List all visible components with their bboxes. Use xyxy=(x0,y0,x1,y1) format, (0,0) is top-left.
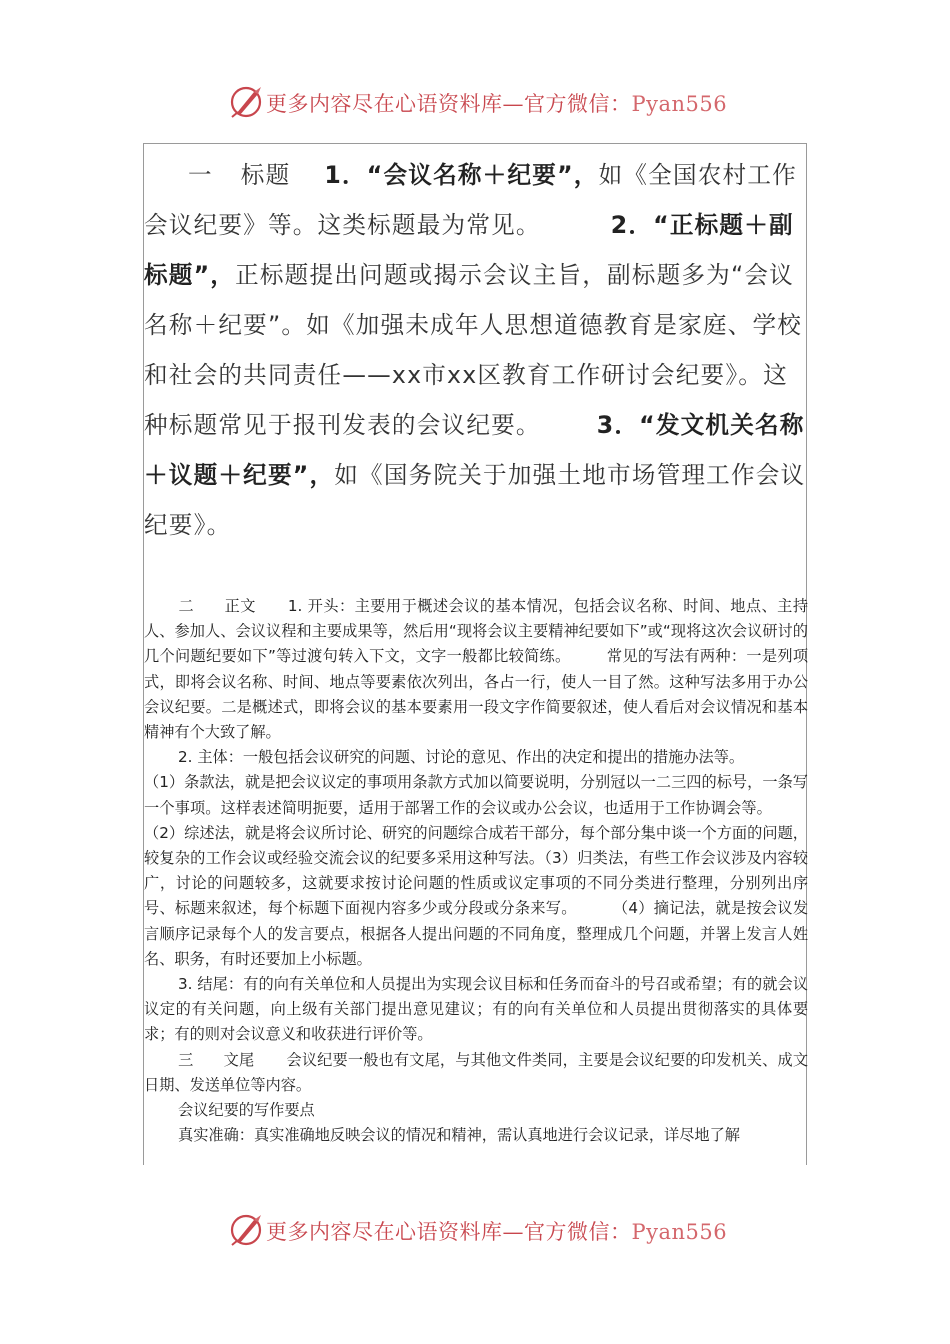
wechat-id: Pyan556 xyxy=(631,1220,728,1244)
ending-paragraph: 3. 结尾：有的向有关单位和人员提出为实现会议目标和任务而奋斗的号召或希望；有的就会议议定的有关问题，向上级有关部门提出意见建议；有的向有关单位和人员提出贯彻落实的具体要求；有的则对会议意义和收获进行评价等。 xyxy=(144,975,808,1044)
feather-pen-circle-icon xyxy=(228,1212,264,1248)
title-type-1-lead: 1．“会议名称＋纪要”， xyxy=(324,161,599,189)
section3-paragraph xyxy=(144,1048,808,1098)
points-first: 真实准确：真实准确地反映会议的情况和精神，需认真地进行会议记录，详尽地了解 xyxy=(178,1126,740,1145)
watermark-banner-top xyxy=(0,82,950,122)
opening-forms-text: 常见的写法有两种：一是列项式，即将会议名称、时间、地点等要素依次列出，各占一行，使人一目了然。这种写法多用于办公会议纪要。二是概述式，即将会议的基本要素用一段文字作简要叙述，使人看后对会议情况和基本精神有个大致了解。 xyxy=(144,647,809,742)
wechat-id: Pyan556 xyxy=(631,92,728,116)
opening-paragraph xyxy=(144,594,808,745)
section3-text: 会议纪要一般也有文尾，与其他文件类同，主要是会议纪要的印发机关、成文日期、发送单位等内容。 xyxy=(144,1050,809,1094)
method-4: （4）摘记法，就是按会议发言顺序记录每个人的发言要点，根据各人提出问题的不同角度，整理成几个问题，并署上发言人姓名、职务，有时还要加上小标题。 xyxy=(144,899,809,968)
title-type-1-text: 如《全国农村工作会议纪要》等。这类标题最为常见。 xyxy=(144,161,797,239)
section3-heading: 文尾 xyxy=(223,1050,255,1069)
section2-number: 二 xyxy=(178,597,195,615)
watermark-text: 更多内容尽在心语资料库—官方微信：Pyan556 xyxy=(266,1220,728,1244)
title-type-3-lead: 3．“发文机关名称＋议题＋纪要”， xyxy=(144,411,805,489)
watermark-banner-bottom xyxy=(0,1210,950,1250)
method-2: （2）综述法，就是将会议所讨论、研究的问题综合成若干部分，每个部分集中谈一个方面的问题，较复杂的工作会议或经验交流会议的纪要多采用这种写法。 xyxy=(144,823,808,868)
document-body xyxy=(143,143,807,1165)
section3-number: 三 xyxy=(178,1050,194,1069)
title-type-2-lead: 2．“正标题＋副标题”， xyxy=(144,211,794,289)
section1-number: 一 xyxy=(188,161,213,189)
method-3: （3）归类法，有些工作会议涉及内容较广，讨论的问题较多，这就要求按讨论问题的性质或议定事项的不同分类进行整理，分别列出序号、标题来叙述，每个标题下面视内容多少或分段或分条来写。 xyxy=(144,849,808,918)
watermark-text: 更多内容尽在心语资料库—官方微信：Pyan556 xyxy=(266,92,728,116)
feather-pen-circle-icon xyxy=(228,84,264,120)
body-intro-paragraph: 2. 主体：一般包括会议研究的问题、讨论的意见、作出的决定和提出的措施办法等。 xyxy=(178,748,745,767)
opening-text: 1. 开头：主要用于概述会议的基本情况，包括会议名称、时间、地点、主持人、参加人、会议议程和主要成果等，然后用“现将会议主要精神纪要如下”或“现将这次会议研讨的几个问题纪要如下”等过渡句转入下文，文字一般都比较简练。 xyxy=(144,597,809,666)
points-title: 会议纪要的写作要点 xyxy=(178,1101,315,1120)
section1-heading: 标题 xyxy=(240,161,291,189)
title-type-2-text: 正标题提出问题或揭示会议主旨，副标题多为“会议名称＋纪要”。如《加强未成年人思想道德教育是家庭、学校和社会的共同责任——xx市xx区教育工作研讨会纪要》。这种标题常见于报刊发表的会议纪要。 xyxy=(144,261,803,439)
title-type-3-text: 如《国务院关于加强土地市场管理工作会议纪要》。 xyxy=(144,461,806,539)
section2-heading: 正文 xyxy=(224,597,256,615)
methods-paragraph xyxy=(144,770,808,972)
section-title-paragraph xyxy=(144,150,806,550)
method-1: （1）条款法，就是把会议议定的事项用条款方式加以简要说明，分别冠以一二三四的标号，一条写一个事项。这样表述简明扼要，适用于部署工作的会议或办公会议，也适用于工作协调会等。 xyxy=(144,773,808,817)
body-text-block xyxy=(144,594,808,1148)
